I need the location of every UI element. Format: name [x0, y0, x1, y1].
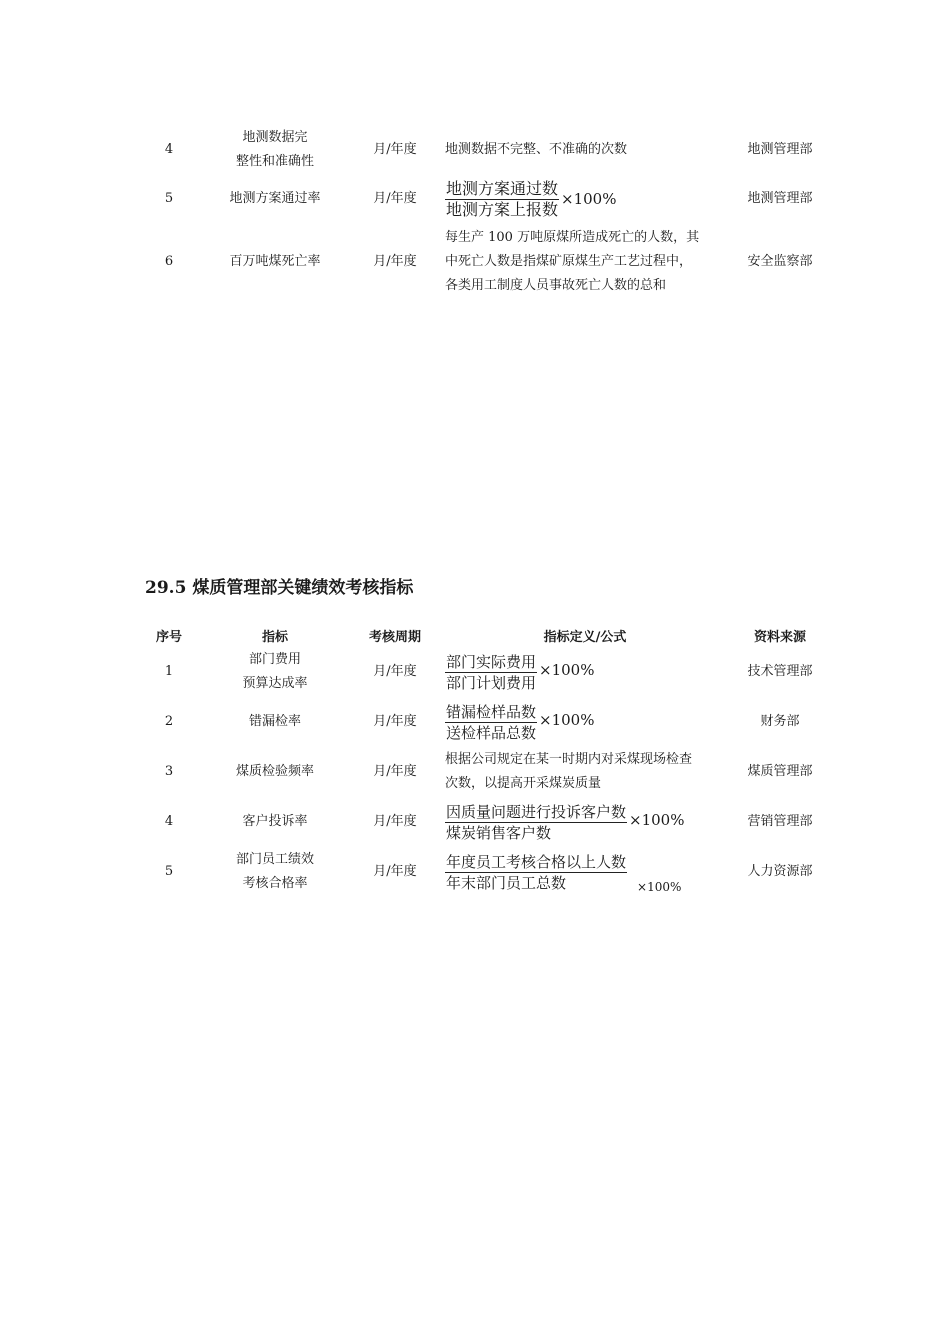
formula-numerator: 年度员工考核合格以上人数: [446, 852, 627, 871]
assessment-cycle: 月/年度: [373, 864, 417, 879]
data-source: 营销管理部: [747, 814, 813, 829]
indicator-name-line: 煤质检验频率: [235, 764, 314, 779]
table-row: [145, 648, 835, 696]
assessment-cycle: 月/年度: [373, 714, 417, 729]
row-number: 4: [164, 142, 174, 157]
indicator-name: [215, 225, 335, 299]
row-number: 6: [164, 254, 174, 269]
indicator-name-line: 部门员工绩效: [235, 852, 314, 867]
indicator-name: [215, 748, 335, 796]
table-row: [145, 128, 835, 172]
header-number: 序号: [155, 630, 182, 645]
indicator-name: [215, 128, 335, 172]
indicator-formula: [445, 798, 730, 846]
data-source: 安全监察部: [747, 254, 813, 269]
formula-numerator: 地测方案通过数: [446, 178, 559, 198]
formula-multiplier: ×100%: [561, 190, 617, 208]
indicator-name: [215, 848, 335, 896]
table-header: [145, 626, 835, 646]
indicator-name-line: 预算达成率: [242, 676, 308, 691]
table-row: [145, 174, 835, 224]
definition-line: 各类用工制度人员事故死亡人数的总和: [445, 278, 667, 293]
definition-line: 次数，以提高开采煤炭质量: [445, 776, 602, 791]
indicator-name: [215, 174, 335, 224]
indicator-name-line: 部门费用: [248, 652, 301, 667]
formula-denominator: 地测方案上报数: [446, 199, 559, 219]
data-source: 煤质管理部: [747, 764, 813, 779]
formula-multiplier: ×100%: [629, 810, 685, 829]
indicator-name-line: 客户投诉率: [242, 814, 308, 829]
row-number: 1: [164, 664, 174, 679]
formula-numerator: 错漏检样品数: [446, 702, 537, 721]
formula-denominator: 部门计划费用: [446, 673, 537, 692]
definition-line: 每生产 100 万吨原煤所造成死亡的人数，其: [445, 230, 700, 245]
row-number: 4: [164, 814, 174, 829]
assessment-cycle: 月/年度: [373, 142, 417, 157]
indicator-name: [215, 648, 335, 696]
header-definition: 指标定义/公式: [543, 630, 627, 645]
indicator-name-line: 整性和准确性: [235, 154, 314, 169]
indicator-name-line: 错漏检率: [248, 714, 301, 729]
data-source: 人力资源部: [747, 864, 813, 879]
formula-multiplier: ×100%: [539, 660, 595, 679]
formula-denominator: 煤炭销售客户数: [446, 823, 552, 842]
assessment-cycle: 月/年度: [373, 254, 417, 269]
indicator-formula: [445, 648, 730, 696]
assessment-cycle: 月/年度: [373, 764, 417, 779]
header-indicator: 指标: [261, 630, 288, 645]
data-source: 地测管理部: [747, 142, 813, 157]
definition-line: 中死亡人数是指煤矿原煤生产工艺过程中，: [445, 254, 693, 269]
formula-numerator: 因质量问题进行投诉客户数: [446, 802, 627, 821]
assessment-cycle: 月/年度: [373, 191, 417, 206]
header-cycle: 考核周期: [368, 630, 421, 645]
section-title: 29.5 煤质管理部关键绩效考核指标: [145, 578, 414, 598]
row-number: 2: [164, 714, 174, 729]
table-row: [145, 698, 835, 746]
table-row: [145, 848, 835, 896]
header-source: 资料来源: [753, 630, 806, 645]
indicator-name-line: 地测方案通过率: [229, 191, 321, 206]
table-row: [145, 798, 835, 846]
indicator-definition: 地测数据不完整、不准确的次数: [445, 142, 628, 157]
formula-denominator: 年末部门员工总数: [446, 873, 567, 892]
indicator-definition: [445, 748, 730, 796]
row-number: 3: [164, 764, 174, 779]
formula-denominator: 送检样品总数: [446, 723, 537, 742]
indicator-name: [215, 798, 335, 846]
definition-line: 根据公司规定在某一时期内对采煤现场检查: [445, 752, 693, 767]
data-source: 技术管理部: [747, 664, 813, 679]
assessment-cycle: 月/年度: [373, 664, 417, 679]
data-source: 地测管理部: [747, 191, 813, 206]
row-number: 5: [164, 864, 174, 879]
indicator-name: [215, 698, 335, 746]
formula-multiplier: ×100%: [637, 879, 682, 894]
table-row: [145, 748, 835, 796]
indicator-definition: [445, 225, 730, 299]
formula-multiplier: ×100%: [539, 710, 595, 729]
table-row: [145, 225, 835, 299]
assessment-cycle: 月/年度: [373, 814, 417, 829]
indicator-formula: [445, 698, 730, 746]
indicator-formula: [445, 174, 730, 224]
indicator-name-line: 考核合格率: [242, 876, 308, 891]
formula-numerator: 部门实际费用: [446, 652, 537, 671]
data-source: 财务部: [760, 714, 800, 729]
indicator-formula: [445, 848, 730, 896]
indicator-name-line: 百万吨煤死亡率: [229, 254, 321, 269]
indicator-name-line: 地测数据完: [242, 130, 308, 145]
row-number: 5: [164, 191, 174, 206]
